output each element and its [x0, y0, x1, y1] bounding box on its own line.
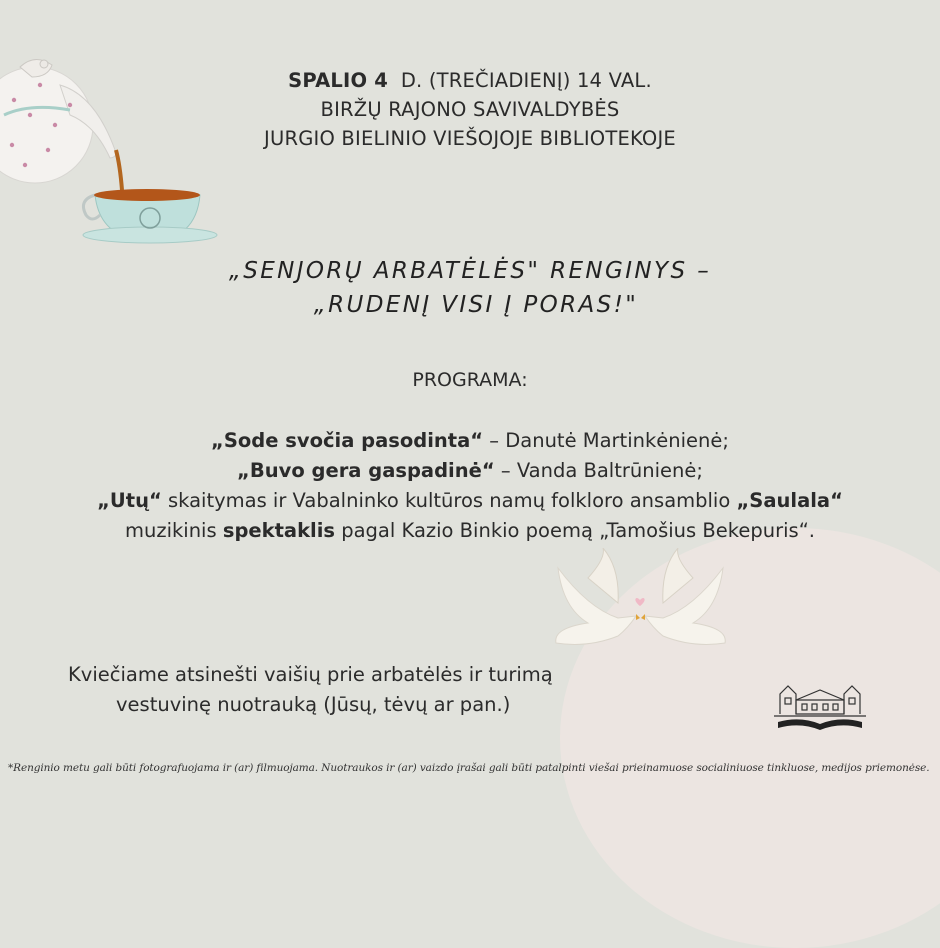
program-item-3-cont	[0, 516, 940, 546]
header-line-1	[0, 66, 940, 95]
invite-line-2: vestuvinę nuotrauką (Jūsų, tėvų ar pan.)	[116, 693, 511, 716]
invite-line-1: Kviečiame atsinešti vaišių prie arbatėlės ir turimą	[68, 663, 553, 686]
program-item-3-spektaklis: spektaklis	[222, 519, 336, 542]
event-header	[0, 66, 940, 153]
footnote: *Renginio metu gali būti fotografuojama ir (ar) filmuojama. Nuotraukos ir (ar) vaizdo įrašai gali būti patalpinti viešai prieinamuose socialiniuose tinkluose, medijos priemonėse.	[8, 762, 930, 774]
program-list	[0, 426, 940, 546]
program-item-1-performer: – Danutė Martinkėnienė;	[483, 429, 729, 452]
doves-icon	[548, 548, 733, 663]
program-item-3	[0, 486, 940, 516]
event-date: SPALIO 4	[288, 69, 388, 92]
program-item-3-pre: muzikinis	[124, 519, 223, 542]
invitation-text	[68, 660, 628, 720]
program-item-3-post: pagal Kazio Binkio poemą „Tamošius Bekepuris“.	[335, 519, 815, 542]
program-item-2-title: „Buvo gera gaspadinė“	[237, 459, 495, 482]
programa-heading: PROGRAMA:	[412, 369, 528, 391]
library-logo-icon	[770, 676, 870, 738]
program-item-2-performer: – Vanda Baltrūnienė;	[494, 459, 703, 482]
program-item-3-text: skaitymas ir Vabalninko kultūros namų folkloro ansamblio	[161, 489, 737, 512]
header-line-2: BIRŽŲ RAJONO SAVIVALDYBĖS	[320, 98, 620, 121]
program-item-2	[0, 456, 940, 486]
program-item-3-ensemble: „Saulala“	[736, 489, 843, 512]
title-line-1: „SENJORŲ ARBATĖLĖS" RENGINYS –	[228, 258, 712, 284]
program-item-3-title: „Utų“	[97, 489, 162, 512]
event-title	[210, 254, 730, 322]
header-line-3: JURGIO BIELINIO VIEŠOJOJE BIBLIOTEKOJE	[264, 127, 676, 150]
title-line-2: „RUDENĮ VISI Į PORAS!"	[313, 292, 639, 318]
program-item-1-title: „Sode svočia pasodinta“	[211, 429, 484, 452]
event-time: D. (TREČIADIENĮ) 14 VAL.	[400, 69, 652, 92]
program-item-1	[0, 426, 940, 456]
